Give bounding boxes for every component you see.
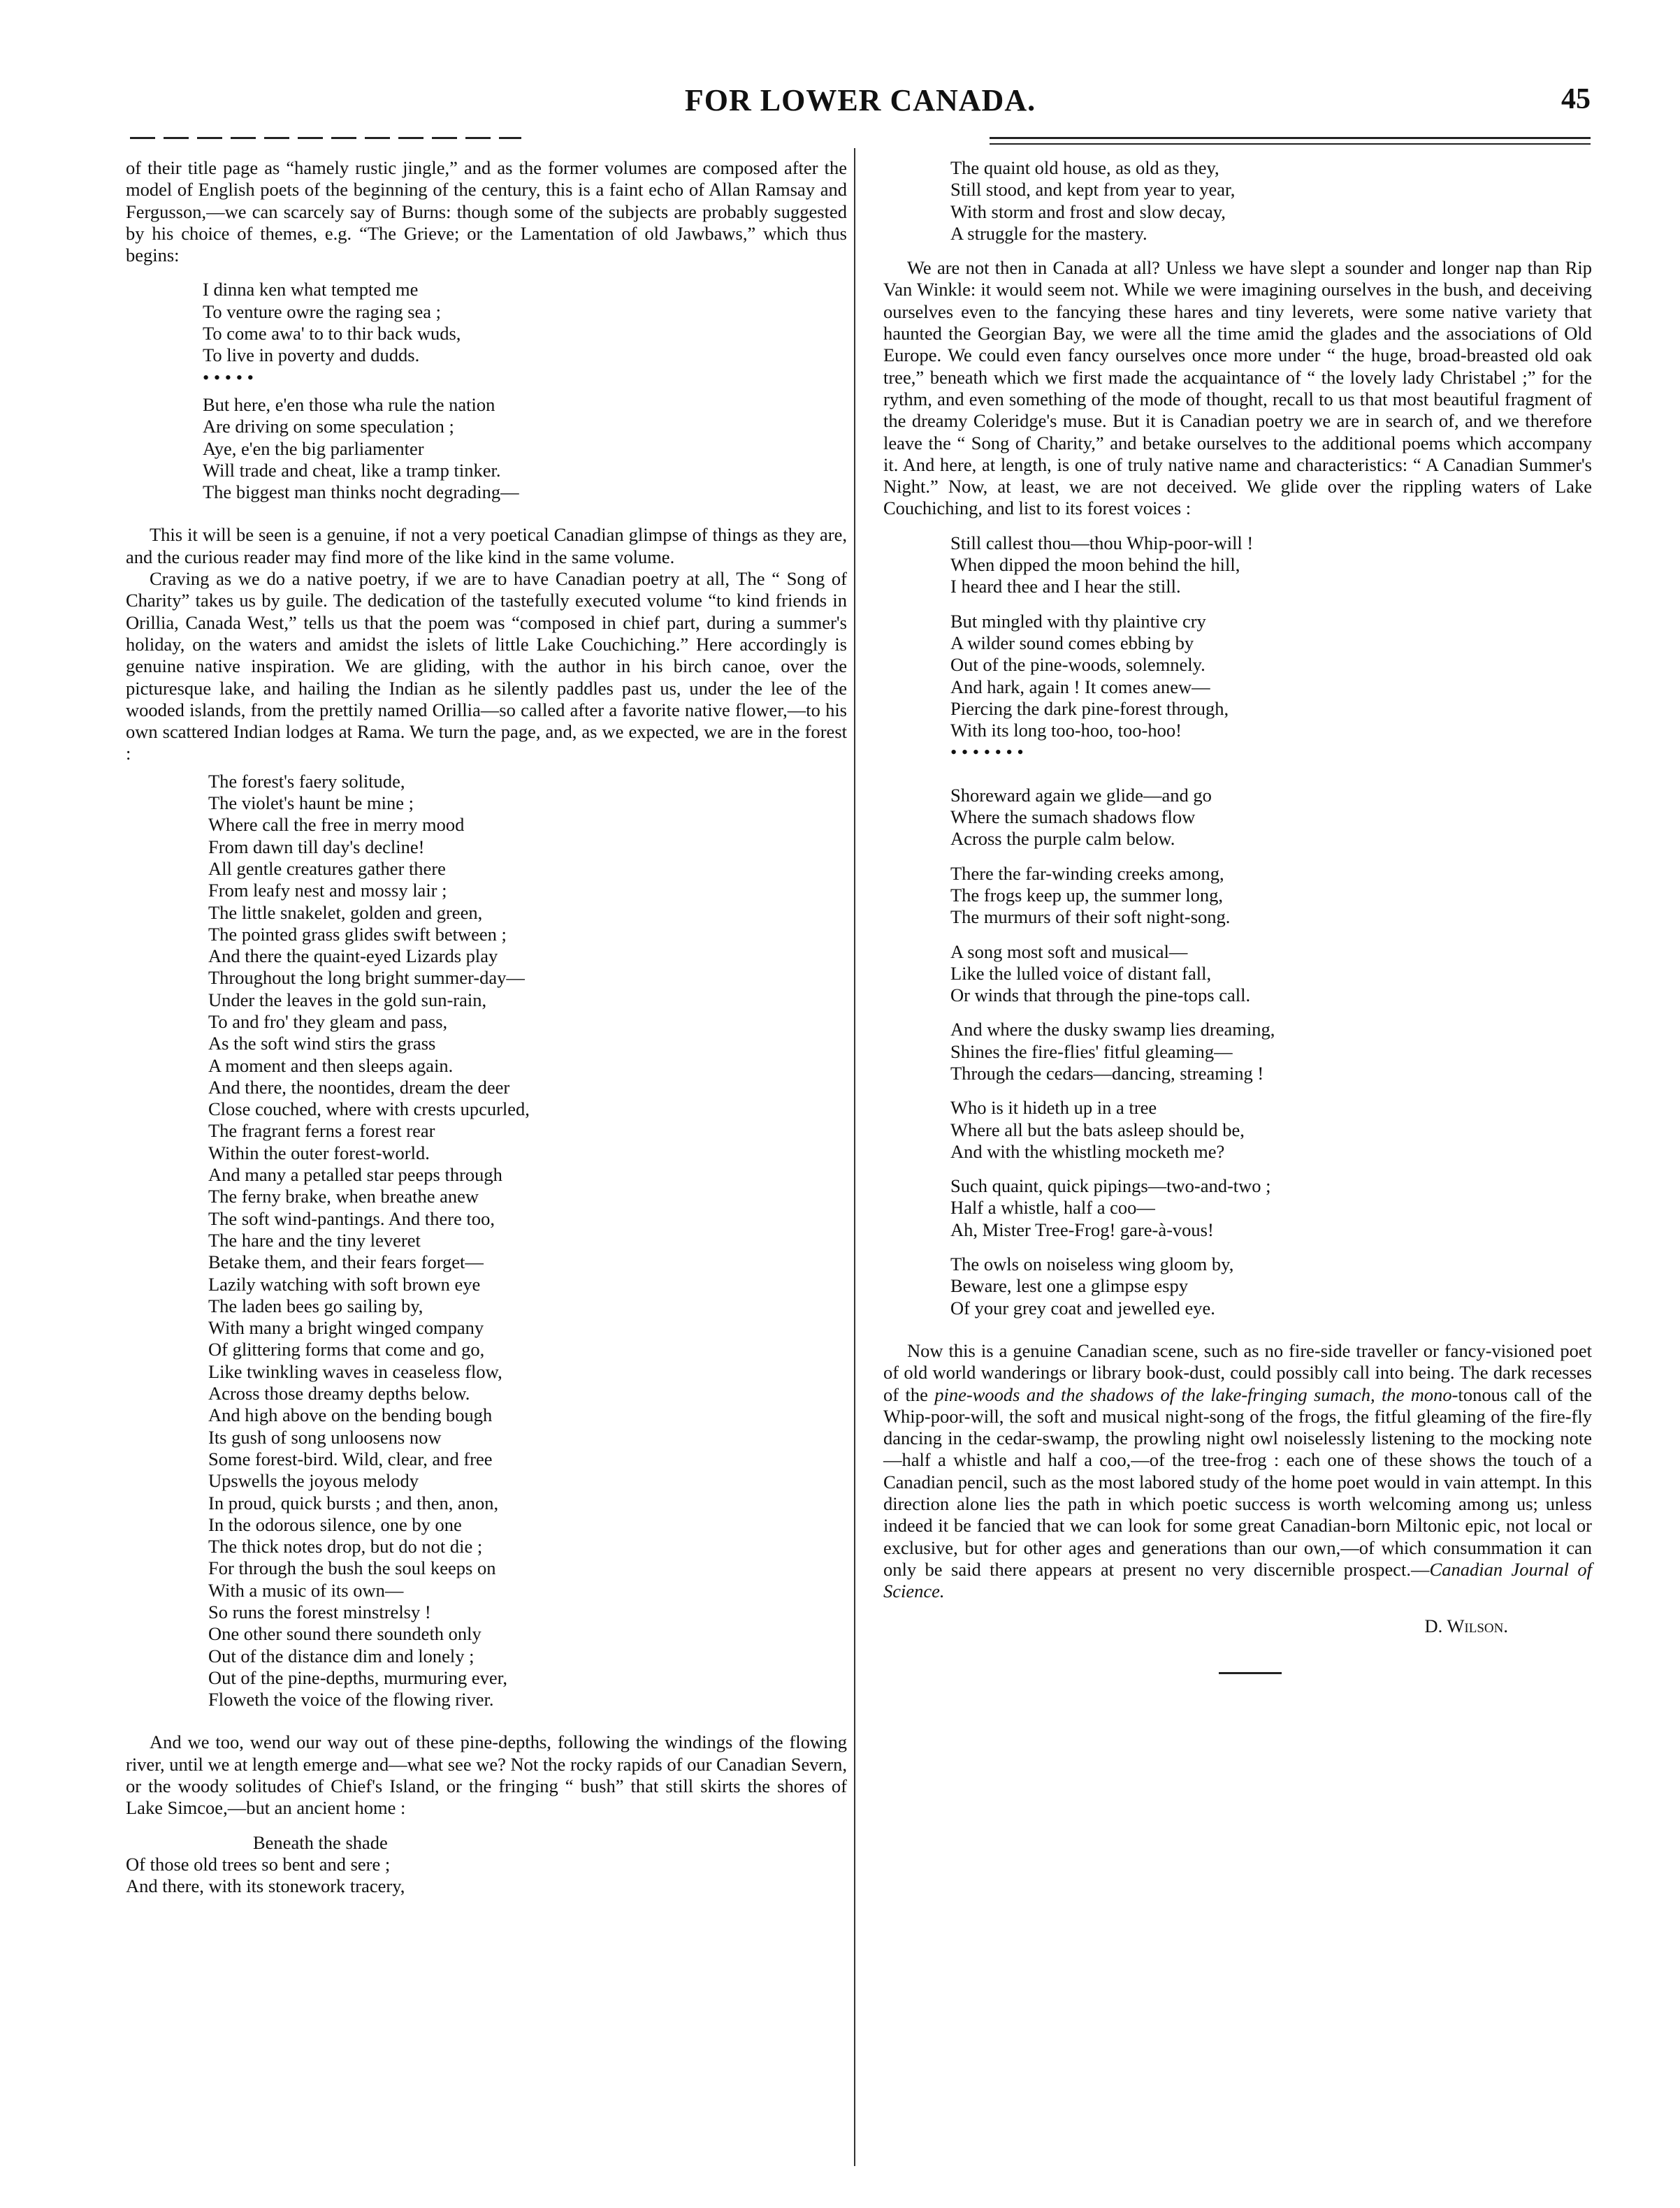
verse-line: Out of the distance dim and lonely ; [208, 1645, 475, 1666]
verse-block [883, 941, 1592, 1007]
verse-line: Where call the free in merry mood [208, 814, 465, 836]
paragraph-text: Now this is a genuine Canadian scene, such as no fire-side traveller or fancy-visioned poet of old world wanderings or library book-dust, could possibly call into being. The dark recesses of the [883, 1339, 1592, 1405]
verse-line: And with the whistling mocketh me? [950, 1140, 1225, 1162]
verse-line: Ah, Mister Tree-Frog! gare-à-vous! [950, 1219, 1214, 1240]
verse-line: And there, the noontides, dream the deer [208, 1076, 510, 1098]
verse-line: Through the cedars—dancing, streaming ! [950, 1062, 1264, 1084]
verse-line: A moment and then sleeps again. [208, 1054, 454, 1076]
verse-block [126, 394, 847, 503]
verse-line: For through the bush the soul keeps on [208, 1557, 496, 1579]
paragraph: And we too, wend our way out of these pine-depths, following the windings of the flowing river, until we at length emerge and—what see we? Not the rocky rapids of our Canadian Severn, or the woody solitudes of Chief's Island, or the fringing “ bush” that still skirts the shores of Lake Simcoe,—but an ancient home : [126, 1731, 847, 1819]
verse-line: Of those old trees so bent and sere ; [126, 1853, 391, 1875]
verse-line: Such quaint, quick pipings—two-and-two ; [950, 1175, 1271, 1197]
verse-line: I dinna ken what tempted me [203, 279, 419, 300]
verse-line: Floweth the voice of the flowing river. [208, 1689, 494, 1711]
verse-line: To come awa' to to thir back wuds, [203, 323, 461, 344]
verse-line: One other sound there soundeth only [208, 1623, 481, 1645]
verse-block [126, 1832, 847, 1898]
verse-line: The violet's haunt be mine ; [208, 792, 414, 814]
end-rule [1219, 1672, 1282, 1674]
verse-line: The little snakelet, golden and green, [208, 901, 483, 923]
right-column [883, 157, 1592, 1674]
paragraph [883, 1340, 1592, 1603]
verse-line: Some forest-bird. Wild, clear, and free [208, 1448, 493, 1469]
verse-line: Who is it hideth up in a tree [950, 1097, 1157, 1119]
verse-line: The forest's faery solitude, [208, 770, 405, 792]
verse-line: The frogs keep up, the summer long, [950, 884, 1224, 906]
paragraph-text: tonous call of the Whip-poor-will, the soft and musical night-song of the frogs, the fitful gleaming of the fire-fly dancing in the cedar-swamp, the prowling night owl noiselessly listening to the mocking note—half a whistle and half a coo,—of the tree-frog : each one of these shows the touch of a Canadian pencil, such as the most labored study of the home poet would in vain attempt. In this direction alone lies the path in which poetic success is worth welcoming among us; unless indeed it be fancied that we can look for some great Canadian-born Miltonic epic, not local or exclusive, but for other ages and generations than our own,—of which consummation it can only be said there appears at present no very discernible prospect.— [883, 1383, 1593, 1580]
verse-ellipsis-stars: • • • • • • • [950, 741, 1024, 763]
verse-line: Like the lulled voice of distant fall, [950, 962, 1212, 984]
header-rule-dashed [130, 137, 521, 139]
verse-line: Its gush of song unloosens now [208, 1426, 442, 1448]
verse-line: The pointed grass glides swift between ; [208, 923, 507, 945]
verse-line: The laden bees go sailing by, [208, 1295, 423, 1316]
verse-line: The owls on noiseless wing gloom by, [950, 1254, 1234, 1275]
verse-block [883, 785, 1592, 850]
verse-block [126, 279, 847, 366]
verse-line: To live in poverty and dudds. [203, 344, 420, 366]
verse-line: Where the sumach shadows flow [950, 806, 1196, 828]
verse-block [883, 611, 1592, 742]
verse-block [883, 1254, 1592, 1319]
verse-line: Under the leaves in the gold sun-rain, [208, 989, 487, 1010]
page-number: 45 [1561, 83, 1591, 115]
verse-line: As the soft wind stirs the grass [208, 1033, 436, 1054]
paragraph: We are not then in Canada at all? Unless we have slept a sounder and longer nap than Rip Van Winkle: it would seem not. While we were imagining ourselves in the bush, and deceiving ourselves even to the fancying these hares and tiny leverets, were some native variety that haunted the Georgian Bay, we were all the time amid the glades and the associations of Old Europe. We could even fancy ourselves once more under “ the huge, broad-breasted old oak tree,” beneath which we first made the acquaintance of “ the lovely lady Christabel ;” for the rythm, and even something of the mode of thought, recall to us that most beautiful fragment of the dreamy Coleridge's muse. But it is Canadian poetry we are in search of, and we therefore leave the “ Song of Charity,” and betake ourselves to the additional poems which accompany it. And here, at length, is one of truly native name and characteristics: “ A Canadian Summer's Night.” Now, at least, we are not deceived. We glide over the rippling waters of Lake Couchiching, and list to its forest voices : [883, 257, 1592, 519]
verse-line: Throughout the long bright summer-day— [208, 967, 525, 989]
source-citation: Canadian Journal of Science. [883, 1558, 1593, 1602]
verse-line: The fragrant ferns a forest rear [208, 1120, 435, 1142]
verse-line: A wilder sound comes ebbing by [950, 632, 1194, 653]
verse-line: With its long too-hoo, too-hoo! [950, 720, 1182, 741]
verse-line: To and fro' they gleam and pass, [208, 1010, 448, 1032]
verse-line: Shoreward again we glide—and go [950, 784, 1212, 806]
verse-line: There the far-winding creeks among, [950, 862, 1224, 884]
verse-block [883, 532, 1592, 598]
verse-line: To venture owre the raging sea ; [203, 300, 442, 322]
verse-line: And where the dusky swamp lies dreaming, [950, 1019, 1275, 1040]
left-column [126, 157, 847, 1898]
paragraph: This it will be seen is a genuine, if not a very poetical Canadian glimpse of things as they are, and the curious reader may find more of the like kind in the same volume. [126, 524, 847, 567]
verse-line: The hare and the tiny leveret [208, 1229, 421, 1251]
verse-line: And there, with its stonework tracery, [126, 1875, 405, 1897]
header-rule-solid [990, 137, 1591, 139]
verse-line: Piercing the dark pine-forest through, [950, 697, 1229, 719]
paragraph: of their title page as “hamely rustic jingle,” and as the former volumes are composed after the model of English poets of the beginning of the century, this is a faint echo of Allan Ramsay and Fergusson,—we can scarcely say of Burns: though some of the subjects are probably suggested by his choice of themes, e.g. “The Grieve; or the Lamentation of old Jawbaws,” which thus begins: [126, 157, 847, 266]
column-divider [854, 148, 855, 2166]
verse-line: Aye, e'en the big parliamenter [203, 437, 424, 459]
verse-line: Beneath the shade [253, 1831, 388, 1853]
header-rule-solid-lower [990, 143, 1591, 145]
verse-line: And hark, again ! It comes anew— [950, 676, 1210, 697]
paragraph: Craving as we do a native poetry, if we are to have Canadian poetry at all, The “ Song of Charity” takes us by guile. The dedication of the tastefully executed volume “to kind friends in Orillia, Canada West,” tells us that the poem was “composed in chief part, during a summer's holiday, on the waters and amidst the islets of little Lake Couchiching.” Here accordingly is genuine native inspiration. We are gliding, with the author in his birch canoe, over the picturesque lake, and hailing the Indian as he silently paddles past us, under the lee of the wooded islands, from the prettily named Orillia—so called after a favorite native flower,—to his own scattered Indian lodges at Rama. We turn the page, and, as we expected, we are in the forest : [126, 568, 847, 764]
verse-block [883, 863, 1592, 929]
verse-line: The soft wind-pantings. And there too, [208, 1207, 495, 1229]
running-title: FOR LOWER CANADA. [684, 83, 1036, 117]
verse-line: From leafy nest and mossy lair ; [208, 880, 447, 901]
verse-line: Beware, lest one a glimpse espy [950, 1275, 1188, 1297]
verse-line: The quaint old house, as old as they, [950, 157, 1219, 178]
verse-line: All gentle creatures gather there [208, 857, 446, 879]
verse-line: Upswells the joyous melody [208, 1470, 419, 1492]
verse-line: With many a bright winged company [208, 1317, 484, 1339]
verse-line: Out of the pine-woods, solemnely. [950, 654, 1205, 676]
verse-line: A struggle for the mastery. [950, 222, 1147, 244]
page-header [130, 78, 1591, 134]
verse-line: With a music of its own— [208, 1579, 404, 1601]
verse-line: Are driving on some speculation ; [203, 416, 454, 437]
verse-line: The biggest man thinks nocht degrading— [203, 481, 519, 503]
verse-line: Where all but the bats asleep should be, [950, 1119, 1245, 1140]
verse-line: When dipped the moon behind the hill, [950, 554, 1240, 576]
verse-line: Like twinkling waves in ceaseless flow, [208, 1360, 502, 1382]
verse-line: Of your grey coat and jewelled eye. [950, 1297, 1215, 1319]
verse-line: Across the purple calm below. [950, 828, 1175, 850]
verse-block [883, 1175, 1592, 1241]
verse-line: Will trade and cheat, like a tramp tinker. [203, 459, 501, 481]
verse-line: In proud, quick bursts ; and then, anon, [208, 1492, 499, 1513]
verse-line: And many a petalled star peeps through [208, 1164, 502, 1186]
verse-line: Still callest thou—thou Whip-poor-will ! [950, 532, 1254, 553]
verse-block [883, 1019, 1592, 1084]
verse-line: So runs the forest minstrelsy ! [208, 1601, 431, 1622]
verse-line: The murmurs of their soft night-song. [950, 906, 1231, 928]
verse-block [883, 1097, 1592, 1163]
verse-line: The ferny brake, when breathe anew [208, 1186, 479, 1207]
verse-line: With storm and frost and slow decay, [950, 201, 1226, 222]
verse-line: And there the quaint-eyed Lizards play [208, 945, 498, 967]
verse-line: The thick notes drop, but do not die ; [208, 1536, 483, 1557]
verse-line: Of glittering forms that come and go, [208, 1339, 485, 1360]
verse-line: Half a whistle, half a coo— [950, 1197, 1155, 1219]
verse-line: Close couched, where with crests upcurled, [208, 1098, 530, 1120]
verse-line: Across those dreamy depths below. [208, 1383, 470, 1404]
verse-line: Lazily watching with soft brown eye [208, 1273, 481, 1295]
verse-line: Or winds that through the pine-tops call. [950, 985, 1251, 1006]
verse-line: In the odorous silence, one by one [208, 1513, 462, 1535]
verse-line: From dawn till day's decline! [208, 836, 425, 857]
verse-line: Shines the fire-flies' fitful gleaming— [950, 1040, 1233, 1062]
verse-line: Out of the pine-depths, murmuring ever, [208, 1666, 507, 1688]
verse-line: A song most soft and musical— [950, 940, 1188, 962]
verse-line: I heard thee and I hear the still. [950, 576, 1181, 597]
verse-line: And high above on the bending bough [208, 1404, 493, 1426]
verse-block [126, 771, 847, 1711]
verse-ellipsis-stars: • • • • • [203, 366, 254, 388]
verse-line: But mingled with thy plaintive cry [950, 610, 1206, 632]
verse-line: But here, e'en those wha rule the nation [203, 393, 495, 415]
verse-block [883, 157, 1592, 245]
verse-line: Still stood, and kept from year to year, [950, 179, 1236, 201]
author-signature: D. Wilson. [1424, 1615, 1508, 1636]
verse-line: Within the outer forest-world. [208, 1142, 430, 1163]
header-rule [130, 137, 1591, 140]
italic-phrase: pine-woods and the shadows of the lake-fringing sumach, the mono- [934, 1383, 1458, 1405]
verse-line: Betake them, and their fears forget— [208, 1251, 484, 1273]
